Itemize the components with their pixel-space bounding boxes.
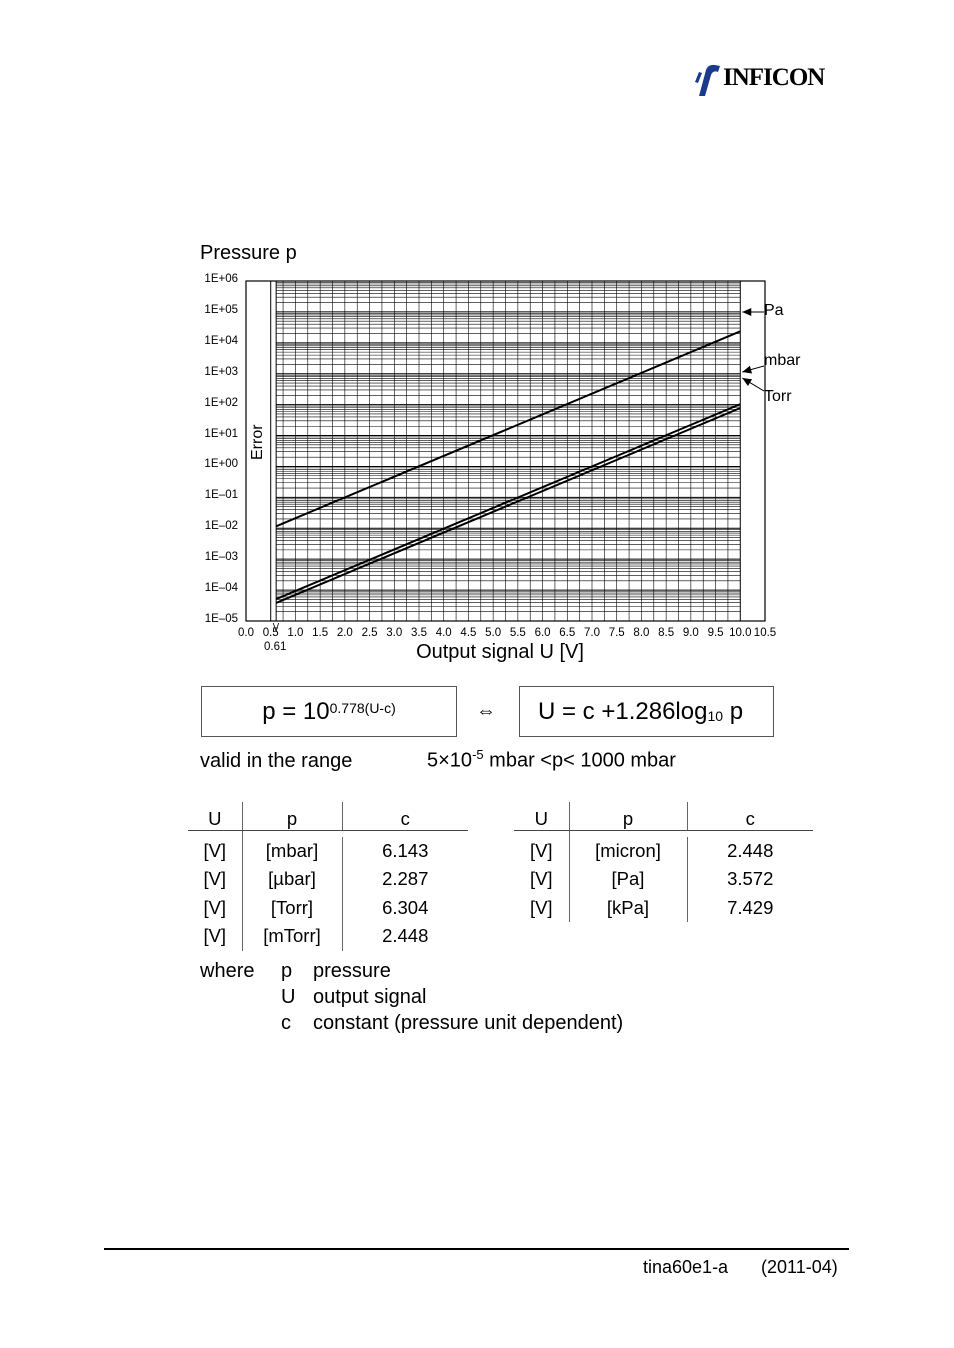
x-tick-label: 6.0 bbox=[534, 627, 551, 639]
formula-right-tail: p bbox=[723, 697, 744, 725]
x-tick-label: 0.0 bbox=[238, 627, 254, 639]
footer-date: (2011-04) bbox=[761, 1257, 838, 1277]
series-label-pa: Pa bbox=[764, 302, 784, 319]
table-cell: 7.429 bbox=[687, 894, 813, 923]
table-cell: [V] bbox=[203, 839, 227, 861]
table-cell: [mTorr] bbox=[242, 922, 342, 951]
y-tick-label: 1E–05 bbox=[204, 613, 238, 625]
y-tick-label: 1E–01 bbox=[204, 489, 238, 502]
range-suffix: mbar <p< 1000 mbar bbox=[483, 749, 676, 772]
x-tick-label: 3.0 bbox=[386, 627, 403, 639]
table-header-cell: U bbox=[188, 802, 242, 831]
y-tick-label: 1E–02 bbox=[204, 520, 238, 533]
series-arrows bbox=[742, 308, 764, 391]
x-tick-label: 5.5 bbox=[509, 627, 526, 639]
y-tick-label: 1E–04 bbox=[204, 582, 238, 595]
table-header-row bbox=[188, 802, 468, 831]
table-header-row bbox=[514, 802, 813, 831]
formula-left-base: p = 10 bbox=[262, 697, 330, 725]
x-tick-label: 3.5 bbox=[411, 627, 427, 639]
table-header-cell: U bbox=[514, 802, 569, 831]
table-cell: 6.304 bbox=[342, 894, 468, 923]
constants-table-left bbox=[188, 802, 468, 951]
where-description: pressure bbox=[313, 960, 391, 982]
series-arrowhead bbox=[742, 308, 751, 316]
x-tick-label: 4.0 bbox=[435, 627, 452, 639]
table-row bbox=[188, 922, 468, 951]
x-tick-label: 5.0 bbox=[485, 627, 502, 639]
y-tick-label: 1E+02 bbox=[204, 396, 238, 409]
x-tick-label: 4.5 bbox=[460, 627, 477, 639]
table-cell: [V] bbox=[203, 896, 227, 918]
table-cell: [Torr] bbox=[242, 894, 342, 923]
where-symbol: p bbox=[281, 960, 293, 982]
table-row bbox=[514, 894, 813, 923]
where-description: output signal bbox=[313, 986, 427, 1008]
formula-left-exponent: 0.778(U-c) bbox=[329, 699, 396, 716]
y-tick-label: 1E+03 bbox=[204, 365, 238, 378]
x-tick-label: 2.0 bbox=[336, 627, 353, 639]
formula-right-main: U = c +1.286log bbox=[538, 697, 708, 725]
table-cell: 6.143 bbox=[342, 837, 468, 866]
x-tick-label: 2.5 bbox=[361, 627, 378, 639]
table-row bbox=[188, 894, 468, 923]
range-prefix: 5×10 bbox=[427, 749, 473, 772]
range-value bbox=[427, 747, 676, 773]
table-cell: [V] bbox=[529, 896, 553, 918]
table-cell: [Pa] bbox=[569, 865, 687, 894]
y-tick-label: 1E+06 bbox=[204, 273, 238, 285]
constants-table-right bbox=[514, 802, 813, 922]
x-tick-label: 0.5 bbox=[262, 627, 279, 639]
table-cell: [µbar] bbox=[242, 865, 342, 894]
table-header-cell: c bbox=[687, 802, 813, 831]
table-cell: 2.448 bbox=[687, 837, 813, 866]
x-tick-label: 10.5 bbox=[753, 627, 777, 639]
x-tick-label: 7.5 bbox=[608, 627, 625, 639]
x-extra-tick-mark bbox=[273, 623, 278, 631]
table-row bbox=[188, 865, 468, 894]
range-label: valid in the range bbox=[200, 750, 353, 772]
table-row bbox=[514, 865, 813, 894]
table-cell: [V] bbox=[203, 925, 227, 947]
y-tick-label: 1E+04 bbox=[204, 334, 238, 347]
y-tick-label: 1E–03 bbox=[204, 551, 238, 564]
y-tick-label: 1E+00 bbox=[204, 458, 238, 471]
range-exponent: -5 bbox=[472, 747, 484, 762]
equivalence-symbol: ⇔ bbox=[476, 700, 496, 722]
formula-box-right bbox=[519, 686, 774, 737]
table-cell: 3.572 bbox=[687, 865, 813, 894]
table-cell: [micron] bbox=[569, 837, 687, 866]
table-header-cell: p bbox=[242, 802, 342, 831]
x-axis-label: Output signal U [V] bbox=[416, 641, 584, 663]
y-tick-label: 1E+01 bbox=[204, 427, 238, 440]
table-header-cell: p bbox=[569, 802, 687, 831]
x-tick-label: 1.0 bbox=[287, 627, 304, 639]
x-tick-label: 7.0 bbox=[584, 627, 600, 639]
x-tick-label: 6.5 bbox=[559, 627, 576, 639]
series-line-mbar bbox=[276, 404, 740, 599]
table-cell: [kPa] bbox=[569, 894, 687, 923]
series-arrowhead bbox=[742, 378, 752, 386]
footer-doc-code: tina60e1-a bbox=[643, 1257, 729, 1277]
x-tick-label: 8.5 bbox=[658, 627, 675, 639]
table-cell: [mbar] bbox=[242, 837, 342, 866]
where-symbol: c bbox=[281, 1012, 291, 1034]
error-zone-label: Error bbox=[249, 424, 266, 460]
x-extra-tick-label: 0.61 bbox=[264, 641, 287, 653]
formula-box-left bbox=[201, 686, 457, 737]
x-tick-label: 1.5 bbox=[312, 627, 329, 639]
table-cell: [V] bbox=[529, 839, 553, 861]
table-header-cell: c bbox=[342, 802, 468, 831]
x-tick-label: 10.0 bbox=[729, 627, 752, 639]
series-arrowhead bbox=[742, 366, 752, 374]
x-tick-label: 8.0 bbox=[633, 627, 650, 639]
brand-name: INFICON bbox=[723, 64, 825, 91]
table-cell: 2.448 bbox=[342, 922, 468, 951]
where-intro: where bbox=[200, 960, 255, 982]
table-cell: [V] bbox=[529, 868, 553, 890]
table-row bbox=[188, 837, 468, 866]
where-description: constant (pressure unit dependent) bbox=[313, 1012, 624, 1034]
footer-divider bbox=[104, 1248, 849, 1250]
table-cell: [V] bbox=[203, 868, 227, 890]
table-cell: 2.287 bbox=[342, 865, 468, 894]
formula-right-subscript: 10 bbox=[707, 707, 724, 724]
x-tick-label: 9.5 bbox=[707, 627, 724, 639]
y-axis-label: Pressure p bbox=[200, 242, 297, 264]
table-row bbox=[514, 837, 813, 866]
x-tick-label: 9.0 bbox=[682, 627, 699, 639]
series-label-mbar: mbar bbox=[764, 352, 801, 369]
series-label-torr: Torr bbox=[764, 388, 792, 405]
where-symbol: U bbox=[281, 986, 296, 1008]
y-tick-label: 1E+05 bbox=[204, 303, 238, 316]
